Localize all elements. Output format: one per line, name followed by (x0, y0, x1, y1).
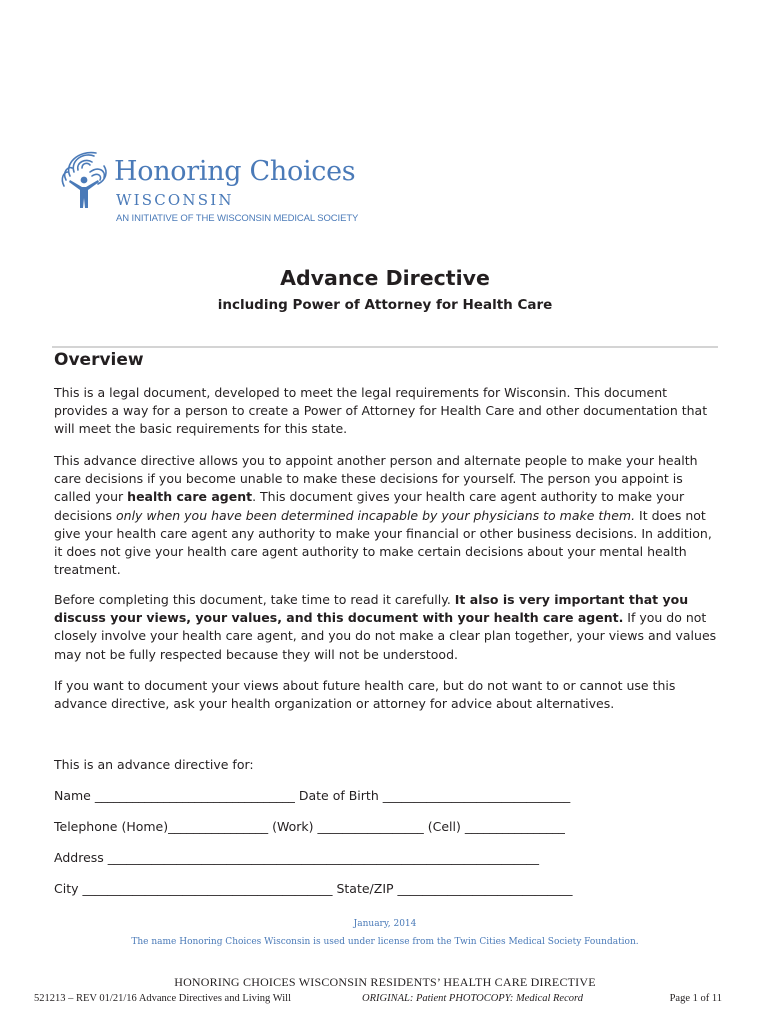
phone-work-label: (Work) (272, 819, 314, 834)
state-zip-label: State/ZIP (336, 881, 394, 896)
footer-page-number: Page 1 of 11 (669, 993, 722, 1004)
form-intro: This is an advance directive for: (54, 757, 254, 772)
name-label: Name (54, 788, 91, 803)
address-row (54, 850, 539, 865)
health-care-agent-term: health care agent (127, 489, 253, 505)
footer-date: January, 2014 (353, 919, 417, 929)
footer-form-id: 521213 – REV 01/21/16 Advance Directives and Living Will (34, 993, 291, 1004)
footer-license-note: The name Honoring Choices Wisconsin is used under license from the Twin Cities Medical Society Foundation. (131, 937, 639, 947)
honoring-choices-logo (60, 150, 360, 230)
overview-paragraph-1: This is a legal document, developed to meet the legal requirements for Wisconsin. This document provides a way for a person to create a Power of Attorney for Health Care and other documentation that will meet the basic requirements for this state. (54, 385, 708, 437)
phone-home-field[interactable]: ________________ (168, 819, 269, 834)
overview-heading: Overview (54, 350, 144, 370)
figure-with-swirls-icon (60, 150, 110, 210)
dob-field[interactable]: ______________________________ (382, 788, 571, 803)
city-state-row (54, 881, 573, 896)
city-field[interactable]: ________________________________________ (82, 881, 333, 896)
logo-state: WISCONSIN (116, 191, 234, 209)
address-field[interactable]: _____________________________________________________________________ (107, 850, 540, 865)
overview-paragraph-4: If you want to document your views about future health care, but do not want to or cannot use this advance directive, ask your health organization or attorney for advice about alternatives. (54, 678, 676, 712)
paragraph-text: . This document gives your health care agent authority to make your decisions (54, 489, 685, 523)
name-field[interactable]: ________________________________ (94, 788, 295, 803)
overview-paragraph-3 (54, 591, 722, 664)
phone-cell-field[interactable]: ________________ (464, 819, 565, 834)
phone-work-field[interactable]: _________________ (317, 819, 424, 834)
dob-label: Date of Birth (298, 788, 379, 803)
document-subtitle: including Power of Attorney for Health Care (217, 297, 553, 313)
paragraph-text: If you do not closely involve your health care agent, and you do not make a clear plan together, your views and values may not be fully respected because they will not be understood. (54, 610, 717, 662)
name-dob-row (54, 788, 570, 803)
footer-heading: HONORING CHOICES WISCONSIN RESIDENTS’ HEALTH CARE DIRECTIVE (174, 975, 596, 989)
city-label: City (54, 881, 79, 896)
phone-cell-label: (Cell) (427, 819, 461, 834)
paragraph-text: This advance directive allows you to appoint another person and alternate people to make your health care decisions if you become unable to make these decisions for yourself. The person you appoint is called your (54, 453, 698, 505)
state-zip-field[interactable]: ____________________________ (397, 881, 573, 896)
telephone-row (54, 819, 565, 834)
address-label: Address (54, 850, 104, 865)
important-discuss-text: It also is very important that you discuss your views, your values, and this document with your health care agent. (54, 592, 689, 626)
phone-home-label: Telephone (Home) (54, 819, 169, 834)
incapable-condition-text: only when you have been determined incapable by your physicians to make them. (116, 507, 636, 523)
logo-tagline: AN INITIATIVE OF THE WISCONSIN MEDICAL SOCIETY (116, 213, 359, 224)
section-divider (52, 346, 718, 348)
document-title: Advance Directive (280, 266, 490, 290)
logo-title: Honoring Choices (114, 156, 356, 187)
footer-copy-note: ORIGINAL: Patient PHOTOCOPY: Medical Record (362, 993, 583, 1004)
paragraph-text: It does not give your health care agent any authority to make your financial or other business decisions. In addition, it does not give your health care agent authority to make certain decisions about your mental health treatment. (54, 507, 712, 578)
paragraph-text: Before completing this document, take time to read it carefully. (54, 592, 455, 607)
overview-paragraph-2 (54, 452, 722, 579)
